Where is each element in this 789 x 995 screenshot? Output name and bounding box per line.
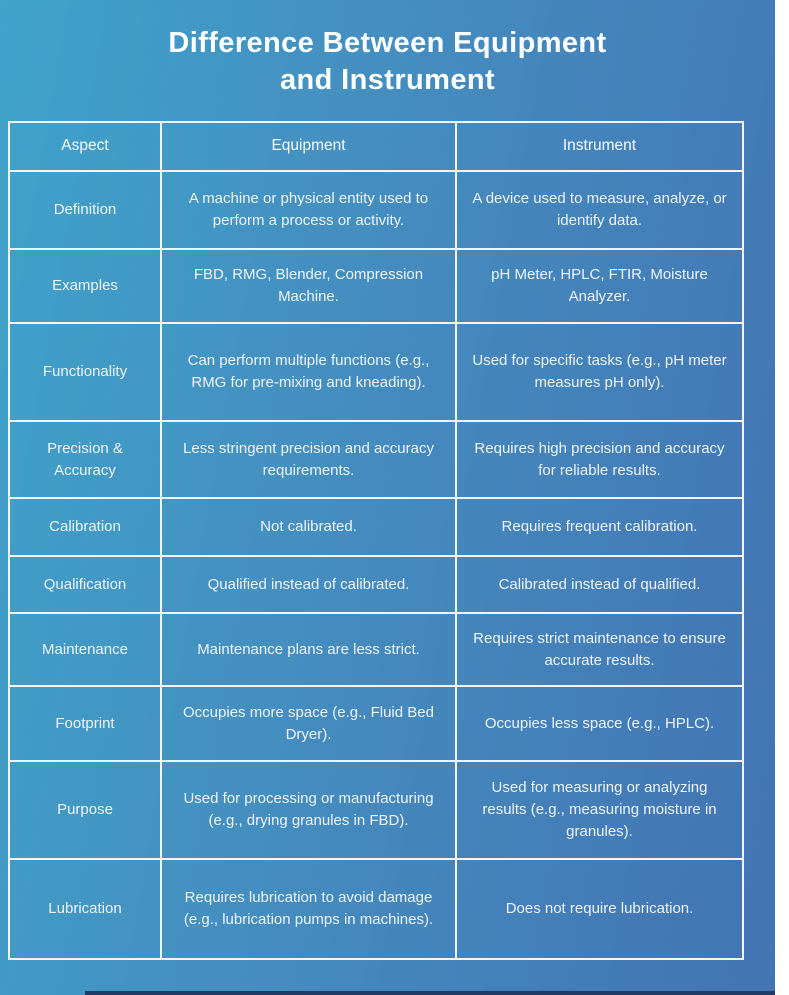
equipment-cell: Used for processing or manufacturing (e.g., drying granules in FBD). xyxy=(161,761,456,859)
column-header-aspect: Aspect xyxy=(9,122,161,171)
aspect-cell: Purpose xyxy=(9,761,161,859)
instrument-cell: Used for specific tasks (e.g., pH meter measures pH only). xyxy=(456,323,743,421)
comparison-table xyxy=(8,121,744,960)
page-title-line1: Difference Between Equipment xyxy=(168,27,607,59)
aspect-cell: Functionality xyxy=(9,323,161,421)
table-row xyxy=(9,323,743,421)
table-row xyxy=(9,761,743,859)
equipment-cell: Maintenance plans are less strict. xyxy=(161,613,456,686)
equipment-cell: Requires lubrication to avoid damage (e.g., lubrication pumps in machines). xyxy=(161,859,456,959)
table-row xyxy=(9,249,743,323)
instrument-cell: Requires strict maintenance to ensure accurate results. xyxy=(456,613,743,686)
aspect-cell: Definition xyxy=(9,171,161,249)
instrument-cell: Requires frequent calibration. xyxy=(456,498,743,556)
table-row xyxy=(9,613,743,686)
page-title xyxy=(0,0,775,99)
table-row xyxy=(9,421,743,498)
aspect-cell: Precision & Accuracy xyxy=(9,421,161,498)
table-row xyxy=(9,498,743,556)
equipment-cell: Can perform multiple functions (e.g., RMG for pre-mixing and kneading). xyxy=(161,323,456,421)
aspect-cell: Examples xyxy=(9,249,161,323)
instrument-cell: Requires high precision and accuracy for reliable results. xyxy=(456,421,743,498)
table-row xyxy=(9,171,743,249)
equipment-cell: Qualified instead of calibrated. xyxy=(161,556,456,613)
column-header-instrument: Instrument xyxy=(456,122,743,171)
equipment-cell: FBD, RMG, Blender, Compression Machine. xyxy=(161,249,456,323)
instrument-cell: Does not require lubrication. xyxy=(456,859,743,959)
table-row xyxy=(9,859,743,959)
aspect-cell: Qualification xyxy=(9,556,161,613)
table-row xyxy=(9,686,743,761)
equipment-cell: A machine or physical entity used to perform a process or activity. xyxy=(161,171,456,249)
table-body xyxy=(9,171,743,959)
instrument-cell: A device used to measure, analyze, or identify data. xyxy=(456,171,743,249)
aspect-cell: Lubrication xyxy=(9,859,161,959)
column-header-equipment: Equipment xyxy=(161,122,456,171)
equipment-cell: Less stringent precision and accuracy requirements. xyxy=(161,421,456,498)
bottom-edge-bar xyxy=(85,991,775,995)
instrument-cell: Calibrated instead of qualified. xyxy=(456,556,743,613)
table-row xyxy=(9,556,743,613)
equipment-cell: Occupies more space (e.g., Fluid Bed Dryer). xyxy=(161,686,456,761)
instrument-cell: Occupies less space (e.g., HPLC). xyxy=(456,686,743,761)
aspect-cell: Calibration xyxy=(9,498,161,556)
table-header-row xyxy=(9,122,743,171)
aspect-cell: Footprint xyxy=(9,686,161,761)
instrument-cell: pH Meter, HPLC, FTIR, Moisture Analyzer. xyxy=(456,249,743,323)
page-title-line2: and Instrument xyxy=(279,64,496,96)
equipment-cell: Not calibrated. xyxy=(161,498,456,556)
aspect-cell: Maintenance xyxy=(9,613,161,686)
instrument-cell: Used for measuring or analyzing results (e.g., measuring moisture in granules). xyxy=(456,761,743,859)
